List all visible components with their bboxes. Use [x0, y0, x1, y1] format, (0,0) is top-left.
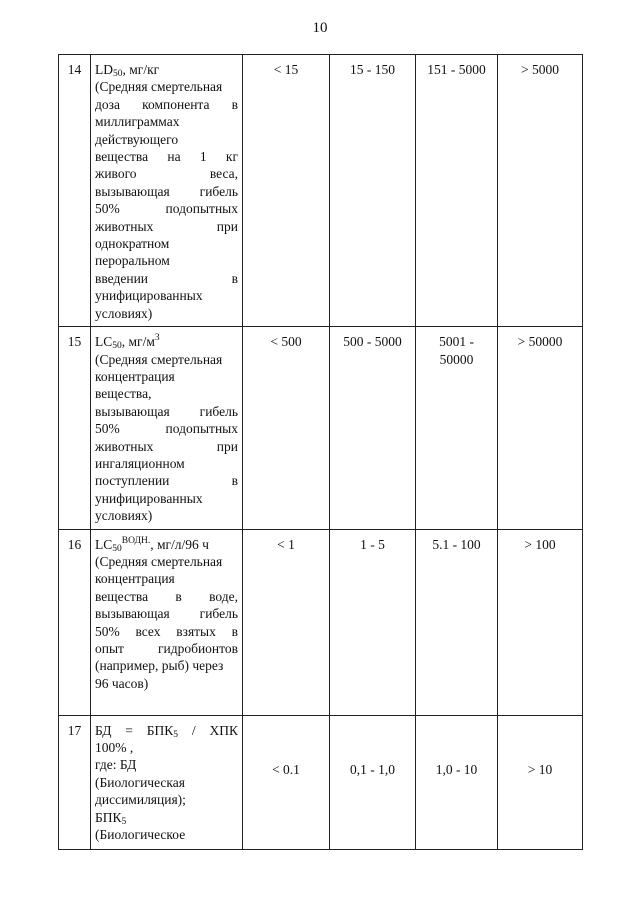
page-number: 10 [312, 20, 328, 36]
class-4-value: > 10 [498, 715, 583, 849]
row-number: 15 [59, 327, 91, 529]
indicator-description: $LC_{50}$, $мг/м^3$ (Средняя смертельная концентрация вещества, вызывающая гибель 50% подопытных животных при ингаляционном поступлении в унифицированных условиях) [91, 327, 243, 529]
class-2-value: 15 - 150 [330, 55, 416, 327]
table-row [59, 327, 583, 529]
class-3-value: 5.1 - 100 [416, 529, 498, 715]
table-row [59, 529, 583, 715]
class-1-value: < 0.1 [243, 715, 330, 849]
indicator-name: $LC_{50}^{ВОДН.}$, мг/л/96 ч [95, 535, 209, 554]
indicator-description: БД = $БПК_5$ / ХПК 100% , где: БД (Биологическая диссимиляция); $БПК_5$ (Биологическое [91, 715, 243, 849]
class-4-value: > 100 [498, 529, 583, 715]
class-2-value: 1 - 5 [330, 529, 416, 715]
row-number: 16 [59, 529, 91, 715]
row-number: 17 [59, 715, 91, 849]
class-3-value: 1,0 - 10 [416, 715, 498, 849]
row-number: 14 [59, 55, 91, 327]
class-1-value: < 500 [243, 327, 330, 529]
class-4-value: > 50000 [498, 327, 583, 529]
class-2-value: 500 - 5000 [330, 327, 416, 529]
hazard-criteria-table [58, 54, 583, 850]
indicator-description: $LC_{50}^{ВОДН.}$, мг/л/96 ч (Средняя смертельная концентрация вещества в воде, вызывающая гибель 50% всех взятых в опыт гидробионтов (например, рыб) через 96 часов) [91, 529, 243, 715]
class-3-value: 151 - 5000 [416, 55, 498, 327]
indicator-description: $LD_{50}$, мг/кг (Средняя смертельная доза компонента в миллиграммах действующего вещества на 1 кг живого веса, вызывающая гибель 50% подопытных животных при однократном пероральном введении в унифицированных условиях) [91, 55, 243, 327]
indicator-name: $LC_{50}$, $мг/м^3$ [95, 333, 160, 352]
table-row [59, 715, 583, 849]
class-4-value: > 5000 [498, 55, 583, 327]
indicator-name: $LD_{50}$, мг/кг [95, 62, 160, 79]
indicator-formula: БД = $БПК_5$ / ХПК [95, 722, 238, 740]
class-2-value: 0,1 - 1,0 [330, 715, 416, 849]
class-1-value: < 1 [243, 529, 330, 715]
class-1-value: < 15 [243, 55, 330, 327]
class-3-value: 5001 - 50000 [416, 327, 498, 529]
table-row [59, 55, 583, 327]
